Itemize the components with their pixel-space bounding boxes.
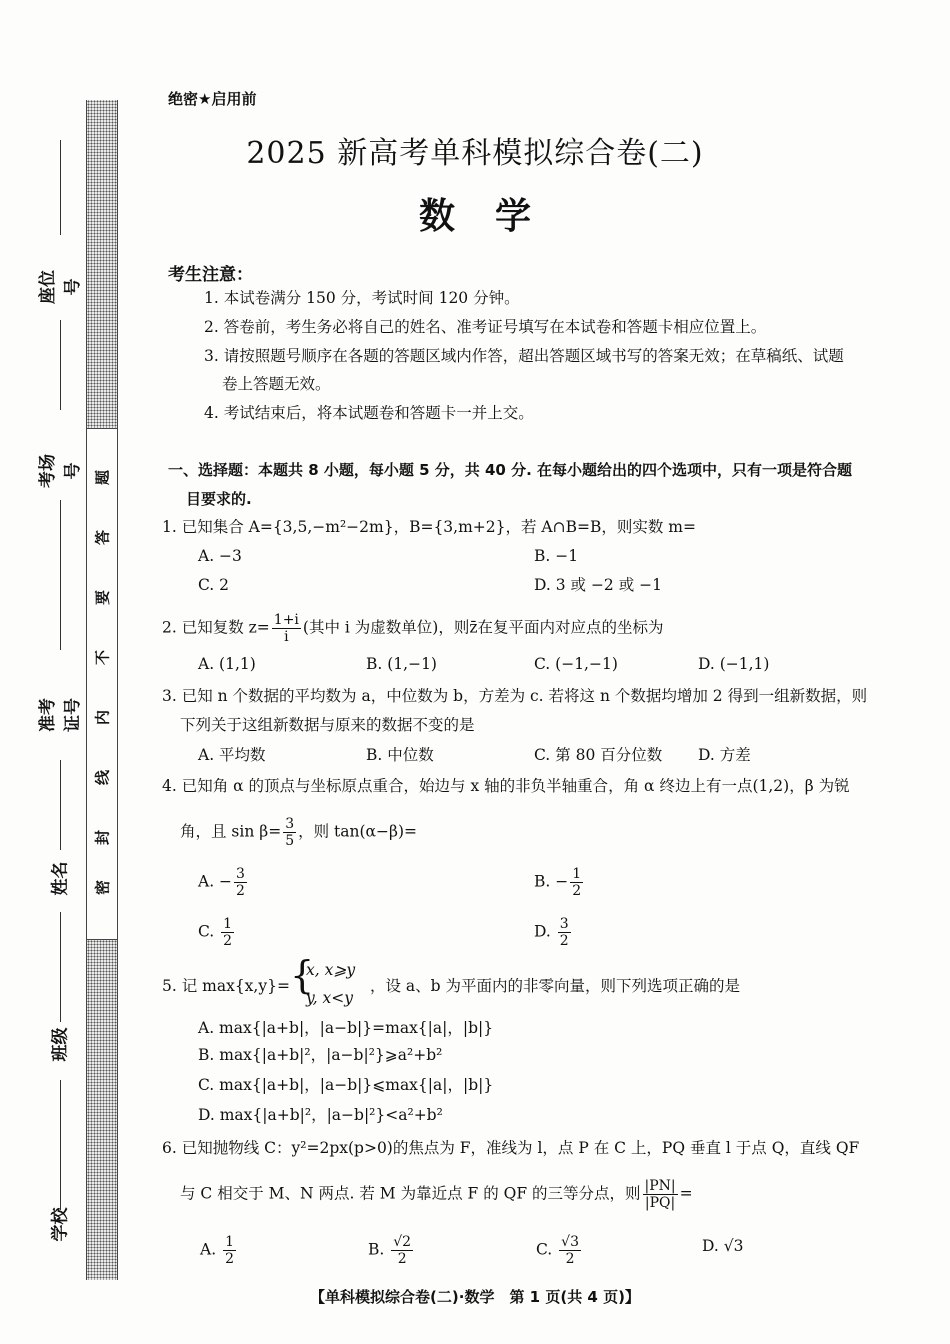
- notice-item: 1. 本试卷满分 150 分，考试时间 120 分钟。: [204, 289, 520, 307]
- page-title: 2025 新高考单科模拟综合卷(二): [246, 136, 704, 171]
- seal-char: 密: [93, 880, 112, 896]
- side-label-exam-id: 准考证号: [38, 698, 83, 732]
- frac-num: 1+i: [273, 612, 299, 628]
- q5-option-c[interactable]: C. max{|a+b|，|a−b|}⩽max{|a|，|b|}: [198, 1076, 494, 1094]
- q5-case-1: x, x⩾y: [306, 961, 356, 979]
- frac-den: 2: [572, 883, 582, 899]
- q5-stem-post: ，设 a、b 为平面内的非零向量，则下列选项正确的是: [370, 977, 741, 995]
- option-fraction: [221, 916, 234, 949]
- write-line[interactable]: [60, 500, 61, 650]
- q2-option-b[interactable]: B. (1,−1): [366, 655, 437, 673]
- seal-char: 线: [93, 770, 112, 786]
- q5-option-a[interactable]: A. max{|a+b|，|a−b|}=max{|a|，|b|}: [198, 1019, 494, 1037]
- q5-case-2: y, x<y: [306, 989, 354, 1007]
- frac-den: 2: [397, 1251, 407, 1267]
- q1-option-c[interactable]: C. 2: [198, 576, 230, 594]
- frac-num: 1: [225, 1234, 234, 1250]
- q4-stem-pre: 角，且 sin β=: [180, 822, 282, 841]
- brace-icon: {: [290, 953, 315, 997]
- q2-stem: [162, 612, 664, 645]
- q4-stem-post: ，则 tan(α−β)=: [298, 822, 418, 841]
- q4-fraction: [283, 816, 296, 849]
- q6-option-c[interactable]: [536, 1234, 583, 1267]
- option-fraction: [559, 1234, 581, 1267]
- option-label: A. −: [198, 872, 233, 891]
- q3-option-d[interactable]: D. 方差: [698, 746, 751, 764]
- q4-option-c[interactable]: [198, 916, 236, 949]
- option-fraction: [223, 1234, 236, 1267]
- q2-stem-post: (其中 i 为虚数单位)，则z̄在复平面内对应点的坐标为: [302, 618, 664, 637]
- q4-stem-cont: [180, 816, 417, 849]
- option-label: B. −: [534, 872, 569, 891]
- q3-stem: 3. 已知 n 个数据的平均数为 a，中位数为 b，方差为 c. 若将这 n 个数据均增加 2 得到一组新数据，则: [162, 687, 868, 705]
- frac-num: √3: [561, 1234, 579, 1250]
- frac-num: |PN|: [644, 1178, 676, 1194]
- seal-char: 内: [93, 710, 112, 726]
- q3-stem-cont: 下列关于这组新数据与原来的数据不变的是: [180, 716, 475, 734]
- q6-stem: 6. 已知抛物线 C：y²=2px(p>0)的焦点为 F，准线为 l，点 P 在 C 上，PQ 垂直 l 于点 Q，直线 QF: [162, 1139, 860, 1157]
- q2-option-d[interactable]: D. (−1,1): [698, 655, 770, 673]
- q5-option-d[interactable]: D. max{|a+b|²，|a−b|²}<a²+b²: [198, 1106, 443, 1124]
- q6-fraction: [643, 1178, 678, 1211]
- notice-item: 4. 考试结束后，将本试题卷和答题卡一并上交。: [204, 404, 534, 422]
- frac-num: 3: [236, 866, 245, 882]
- frac-num: √2: [393, 1234, 412, 1250]
- q3-option-b[interactable]: B. 中位数: [366, 746, 434, 764]
- q2-stem-pre: 2. 已知复数 z=: [162, 618, 270, 637]
- q6-option-b[interactable]: [368, 1234, 415, 1267]
- frac-den: i: [284, 629, 289, 645]
- seal-box: [86, 428, 118, 940]
- q5-option-b[interactable]: B. max{|a+b|²，|a−b|²}⩾a²+b²: [198, 1046, 443, 1064]
- option-fraction: [234, 866, 247, 899]
- option-label: C.: [536, 1240, 558, 1259]
- seal-char: 不: [93, 650, 112, 666]
- q5-stem-pre: 5. 记 max{x,y}=: [162, 977, 290, 995]
- q3-option-a[interactable]: A. 平均数: [198, 746, 266, 764]
- frac-den: 2: [559, 933, 569, 949]
- q4-option-a[interactable]: [198, 866, 249, 899]
- page-footer: 【单科模拟综合卷(二)·数学 第 1 页(共 4 页)】: [310, 1288, 640, 1306]
- q6-stem-post: =: [679, 1184, 693, 1203]
- side-label-school: 学校: [50, 1207, 71, 1242]
- seal-char: 题: [93, 470, 112, 486]
- frac-num: 1: [572, 866, 582, 882]
- frac-num: 3: [285, 816, 295, 832]
- q1-option-d[interactable]: D. 3 或 −2 或 −1: [534, 576, 662, 594]
- write-line[interactable]: [60, 1080, 61, 1210]
- option-label: B.: [368, 1240, 390, 1259]
- notice-item: 卷上答题无效。: [222, 375, 331, 393]
- q2-fraction: [272, 612, 301, 645]
- frac-den: 2: [565, 1251, 575, 1267]
- q6-option-a[interactable]: [200, 1234, 238, 1267]
- side-label-name: 姓名: [50, 861, 71, 896]
- write-line[interactable]: [60, 760, 61, 850]
- q1-option-a[interactable]: A. −3: [198, 547, 242, 565]
- frac-num: 3: [559, 916, 569, 932]
- option-fraction: [391, 1234, 413, 1267]
- q4-stem: 4. 已知角 α 的顶点与坐标原点重合，始边与 x 轴的非负半轴重合，角 α 终边上有一点(1,2)，β 为锐: [162, 777, 850, 795]
- write-line[interactable]: [60, 912, 61, 1022]
- subject-title: 数学: [418, 195, 571, 237]
- q2-option-a[interactable]: A. (1,1): [198, 655, 256, 673]
- frac-den: 2: [236, 883, 245, 899]
- option-label: A.: [200, 1240, 222, 1259]
- notice-item: 3. 请按照题号顺序在各题的答题区域内作答，超出答题区域书写的答案无效；在草稿纸、试题: [204, 347, 844, 365]
- side-label-seat: 座位号: [38, 270, 83, 304]
- notice-heading: 考生注意：: [168, 265, 253, 285]
- seal-char: 封: [93, 830, 112, 846]
- q2-option-c[interactable]: C. (−1,−1): [534, 655, 618, 673]
- q6-option-d[interactable]: D. √3: [702, 1237, 744, 1255]
- q1-option-b[interactable]: B. −1: [534, 547, 579, 565]
- q4-option-b[interactable]: [534, 866, 585, 899]
- frac-den: 5: [285, 833, 295, 849]
- q1-stem: 1. 已知集合 A={3,5,−m²−2m}，B={3,m+2}，若 A∩B=B，则实数 m=: [162, 518, 696, 536]
- q6-stem-pre: 与 C 相交于 M、N 两点. 若 M 为靠近点 F 的 QF 的三等分点，则: [180, 1184, 641, 1203]
- side-label-room: 考场号: [38, 454, 83, 488]
- frac-num: 1: [223, 916, 233, 932]
- frac-den: 2: [225, 1251, 234, 1267]
- option-fraction: [570, 866, 583, 899]
- frac-den: |PQ|: [644, 1195, 676, 1211]
- notice-item: 2. 答卷前，考生务必将自己的姓名、准考证号填写在本试卷和答题卡相应位置上。: [204, 318, 767, 336]
- write-line[interactable]: [60, 320, 61, 410]
- side-label-class: 班级: [50, 1027, 71, 1062]
- seal-char: 要: [93, 590, 112, 606]
- option-label: D.: [534, 922, 556, 941]
- confidential-mark: 绝密★启用前: [168, 90, 257, 108]
- q3-option-c[interactable]: C. 第 80 百分位数: [534, 746, 663, 764]
- option-label: C.: [198, 922, 220, 941]
- q6-stem-cont: [180, 1178, 693, 1211]
- section-heading: 一、选择题：本题共 8 小题，每小题 5 分，共 40 分. 在每小题给出的四个选项中，只有一项是符合题: [168, 461, 853, 479]
- section-heading-cont: 目要求的.: [186, 490, 252, 508]
- seal-char: 答: [93, 530, 112, 546]
- option-fraction: [558, 916, 571, 949]
- frac-den: 2: [223, 933, 233, 949]
- q4-option-d[interactable]: [534, 916, 573, 949]
